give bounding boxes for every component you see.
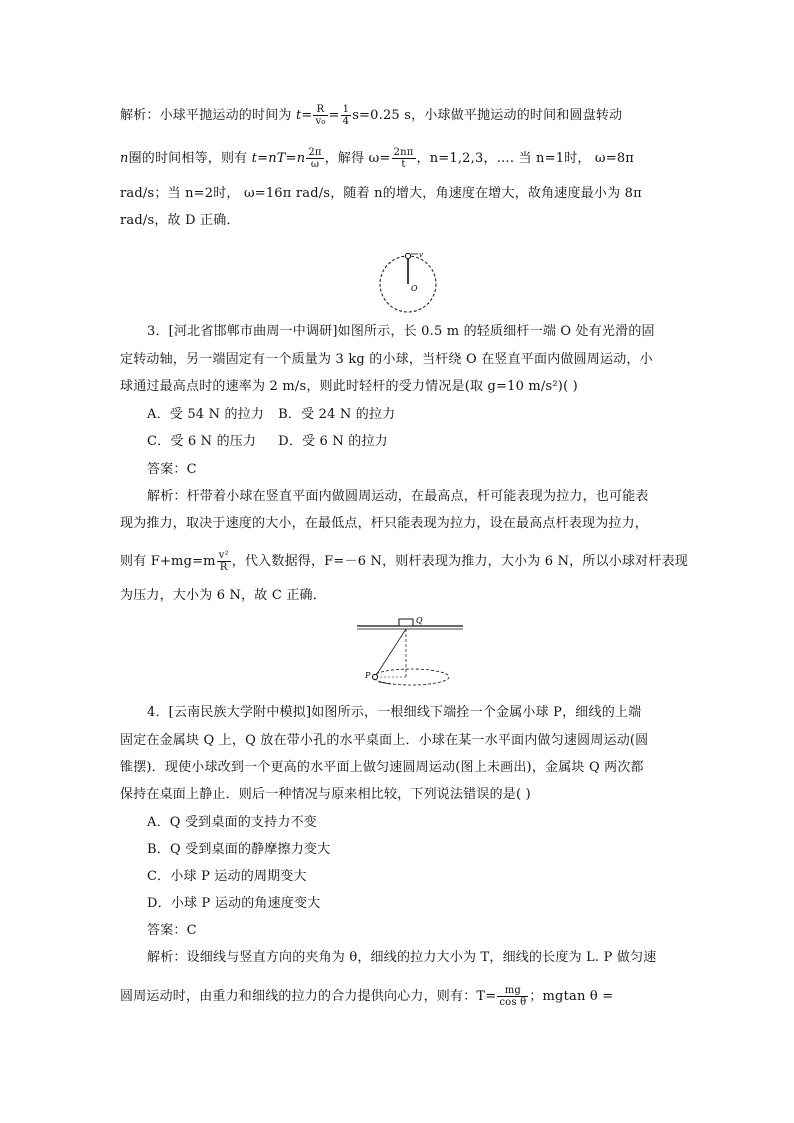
ball-p xyxy=(372,674,377,679)
q3-options-cd xyxy=(147,432,702,452)
figure-conical-pendulum xyxy=(355,614,465,692)
q3-options-ab xyxy=(147,405,702,425)
q4-line-4: 保持在桌面上静止．则后一种情况与原来相比较，下列说法错误的是( ) xyxy=(120,787,531,802)
fraction-r-over-v0: $\frac{R}{\text{v₀}}$ xyxy=(315,104,326,127)
q4-line-1: 4．[云南民族大学附中模拟]如图所示，一根细线下端拴一个金属小球 P，细线的上端 xyxy=(147,705,642,720)
q3-line-1: 3．[河北省邯郸市曲周一中调研]如图所示，长 0.5 m 的轻质细杆一端 O 处有光滑的固 xyxy=(147,324,655,339)
q3-solution-1: 解析：杆带着小球在竖直平面内做圆周运动，在最高点，杆可能表现为拉力，也可能表 xyxy=(147,489,649,504)
q3-line-2: 定转动轴，另一端固定有一个质量为 3 kg 的小球，当杆绕 O 在竖直平面内做圆周运动，小 xyxy=(120,352,653,367)
ball-marker xyxy=(405,253,410,258)
solution-line-3: rad/s；当 n=2时， ω=16π rad/s，随着 n的增大，角速度在增大，故角速度最小为 8π xyxy=(120,186,642,201)
q3-option-b: B．受 24 N 的拉力 xyxy=(278,407,396,422)
string-line xyxy=(375,629,406,677)
q4-solution-2: 圆周运动时，由重力和细线的拉力的合力提供向心力，则有：T= $\frac{mg}{\text{cos θ}}$ ；mgtan θ = xyxy=(120,985,614,1008)
solution-line-1: 解析：小球平抛运动的时间为 t= $\frac{R}{\text{v₀}}$ = $\frac{1}{4}$ s=0.25 s，小球做平抛运动的时间和圆盘转动 xyxy=(120,104,623,127)
q4-option-c: C．小球 P 运动的周期变大 xyxy=(147,869,307,884)
label-p: P xyxy=(365,671,371,680)
q3-option-a: A．受 54 N 的拉力 xyxy=(147,407,265,422)
q4-option-d: D．小球 P 运动的角速度变大 xyxy=(147,896,321,911)
q4-option-a: A．Q 受到桌面的支持力不变 xyxy=(147,815,317,830)
fraction-v2-over-r: $\frac{\text{v²}}{R}$ xyxy=(218,550,229,573)
q3-line-3: 球通过最高点时的速率为 2 m/s，则此时轻杆的受力情况是(取 g=10 m/s²)( ) xyxy=(120,379,578,394)
q3-answer: 答案：C xyxy=(147,462,197,477)
q3-option-c: C．受 6 N 的压力 xyxy=(147,434,257,449)
q4-answer: 答案：C xyxy=(147,923,197,938)
q4-line-3: 锥摆)．现使小球改到一个更高的水平面上做匀速圆周运动(图上未画出)，金属块 Q 两次都 xyxy=(120,760,644,775)
block-q xyxy=(399,619,413,626)
label-v: v xyxy=(419,251,423,259)
label-q: Q xyxy=(416,616,423,625)
fraction-mg-over-cos: $\frac{mg}{\text{cos θ}}$ xyxy=(499,985,527,1008)
q3-option-d: D．受 6 N 的拉力 xyxy=(278,434,388,449)
fraction-2pi-over-omega: $\frac{2\pi}{\omega}$ xyxy=(308,147,322,170)
motion-arrow xyxy=(379,682,391,684)
q3-solution-4: 为压力，大小为 6 N，故 C 正确． xyxy=(120,588,326,603)
figure-rod-circle xyxy=(378,248,438,316)
q3-solution-3: 则有 F+mg=m $\frac{\text{v²}}{R}$ ，代入数据得，F=－6 N，则杆表现为推力，大小为 6 N，所以小球对杆表现 xyxy=(120,550,688,573)
q4-solution-1: 解析：设细线与竖直方向的夹角为 θ，细线的拉力大小为 T，细线的长度为 L. P 做匀速 xyxy=(147,950,657,965)
label-o: O xyxy=(411,284,418,293)
solution-line-4: rad/s，故 D 正确． xyxy=(120,213,240,228)
solution-line-2: n圈的时间相等，则有 t=nT=n $\frac{2\pi}{\omega}$ ，解得 ω= $\frac{2n\pi}{t}$ ，n=1,2,3，…. 当 n=1时， ω=8π xyxy=(120,147,635,170)
q4-line-2: 固定在金属块 Q 上，Q 放在带小孔的水平桌面上．小球在某一水平面内做匀速圆周运动(圆 xyxy=(120,733,649,748)
fraction-2npi-over-t: $\frac{2n\pi}{t}$ xyxy=(393,147,414,170)
q4-option-b: B．Q 受到桌面的静摩擦力变大 xyxy=(147,842,331,857)
q3-solution-2: 现为推力，取决于速度的大小，在最低点，杆只能表现为拉力，设在最高点杆表现为拉力， xyxy=(120,516,649,531)
fraction-one-quarter: $\frac{1}{4}$ xyxy=(342,104,350,127)
